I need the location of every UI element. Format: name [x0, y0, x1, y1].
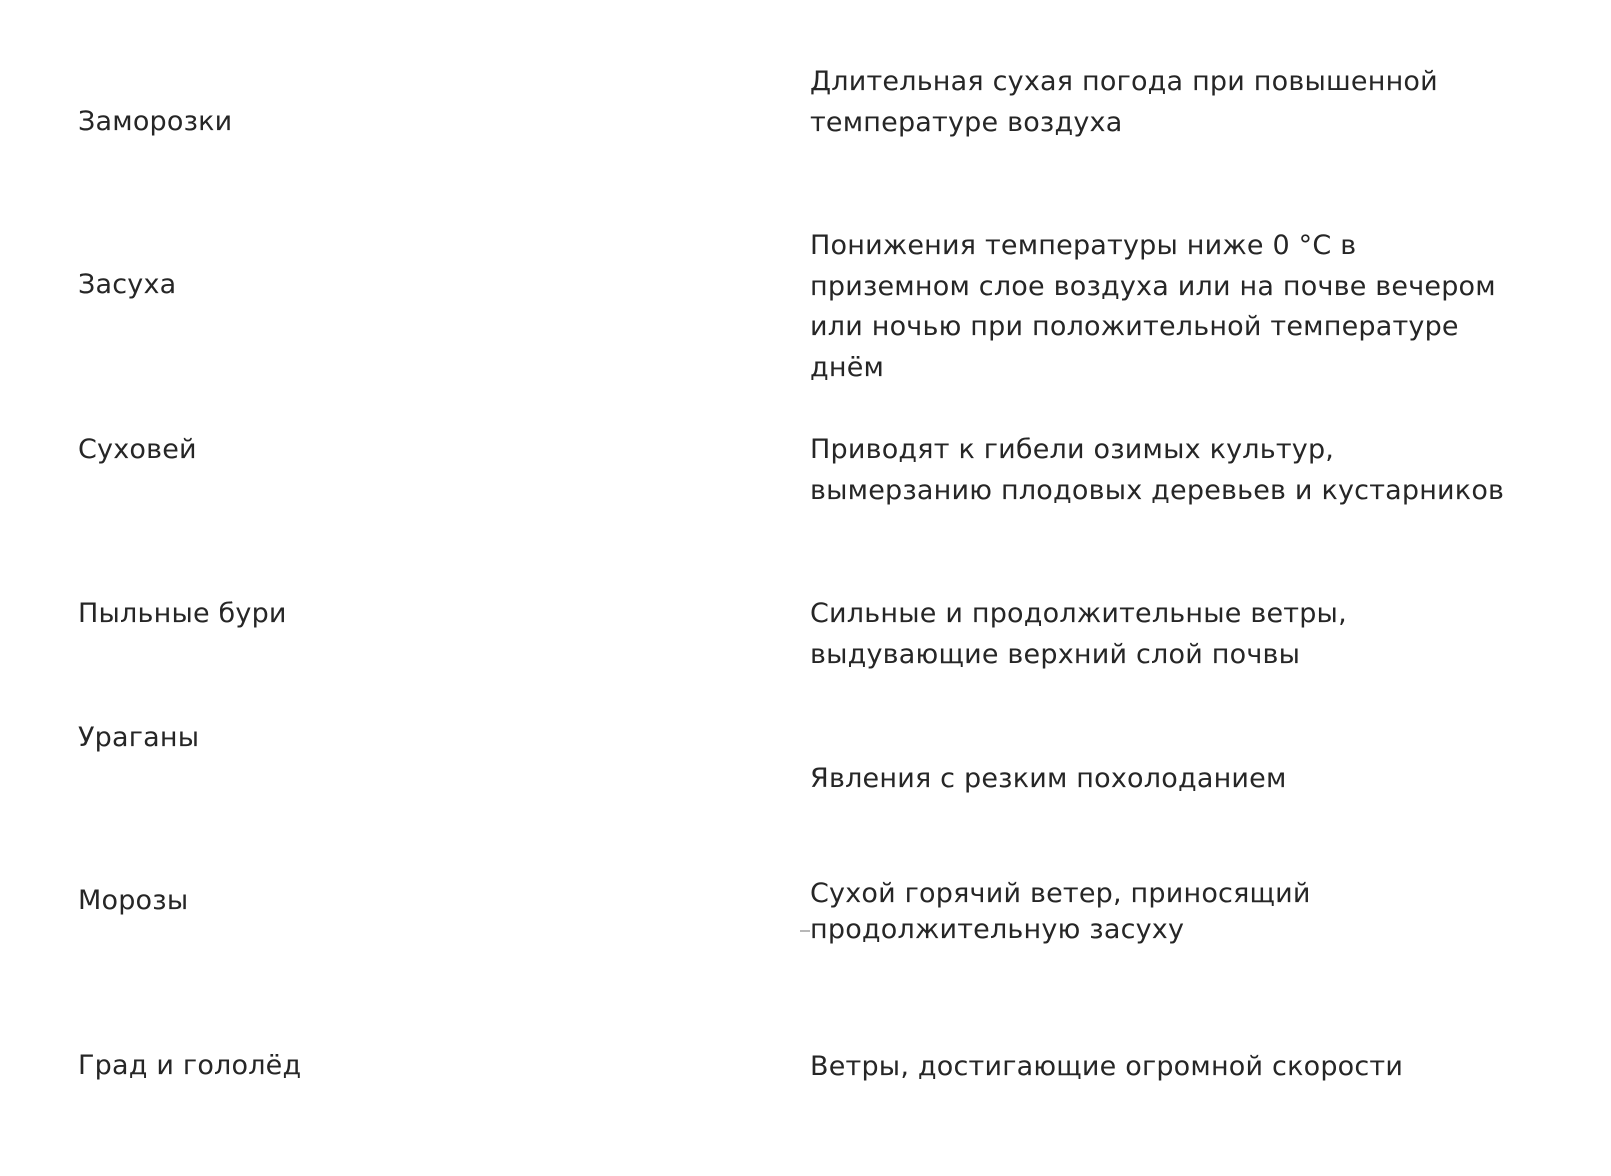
- scan-artifact-mark: [800, 930, 810, 932]
- term-frosts: Заморозки: [78, 106, 233, 137]
- definition-2-line-3: или ночью при положительной температуре: [810, 311, 1459, 342]
- definition-6: [810, 874, 1570, 950]
- definition-2-line-2: приземном слое воздуха или на почве вечером: [810, 270, 1496, 302]
- definition-7-line-1: Ветры, достигающие огромной скорости: [810, 1051, 1404, 1082]
- definition-6-line-1: Сухой горячий ветер, приносящий: [810, 878, 1311, 909]
- definition-3-line-1: Приводят к гибели озимых культур,: [810, 434, 1335, 465]
- definition-1: [810, 62, 1570, 143]
- definition-5-line-1: Явления с резким похолоданием: [810, 763, 1287, 794]
- term-hail-and-ice: Град и гололёд: [78, 1050, 302, 1081]
- definition-3-line-2: вымерзанию плодовых деревьев и кустарников: [810, 474, 1505, 506]
- definition-7: [810, 1047, 1570, 1088]
- definition-2: [810, 226, 1570, 388]
- definition-3: [810, 430, 1570, 511]
- term-dust-storms: Пыльные бури: [78, 598, 287, 629]
- term-severe-frosts: Морозы: [78, 885, 189, 916]
- definition-4-line-2: выдувающие верхний слой почвы: [810, 638, 1301, 670]
- term-drought: Засуха: [78, 269, 177, 300]
- term-hurricanes: Ураганы: [78, 722, 200, 753]
- definition-6-line-2: продолжительную засуху: [810, 913, 1185, 945]
- definition-1-line-2: температуре воздуха: [810, 106, 1123, 138]
- definition-4-line-1: Сильные и продолжительные ветры,: [810, 598, 1347, 629]
- definition-4: [810, 594, 1570, 675]
- definition-2-line-4: днём: [810, 351, 885, 383]
- definition-5: [810, 759, 1570, 800]
- term-dry-wind: Суховей: [78, 434, 197, 465]
- definition-1-line-1: Длительная сухая погода при повышенной: [810, 66, 1438, 97]
- definition-2-line-1: Понижения температуры ниже 0 °С в: [810, 230, 1357, 261]
